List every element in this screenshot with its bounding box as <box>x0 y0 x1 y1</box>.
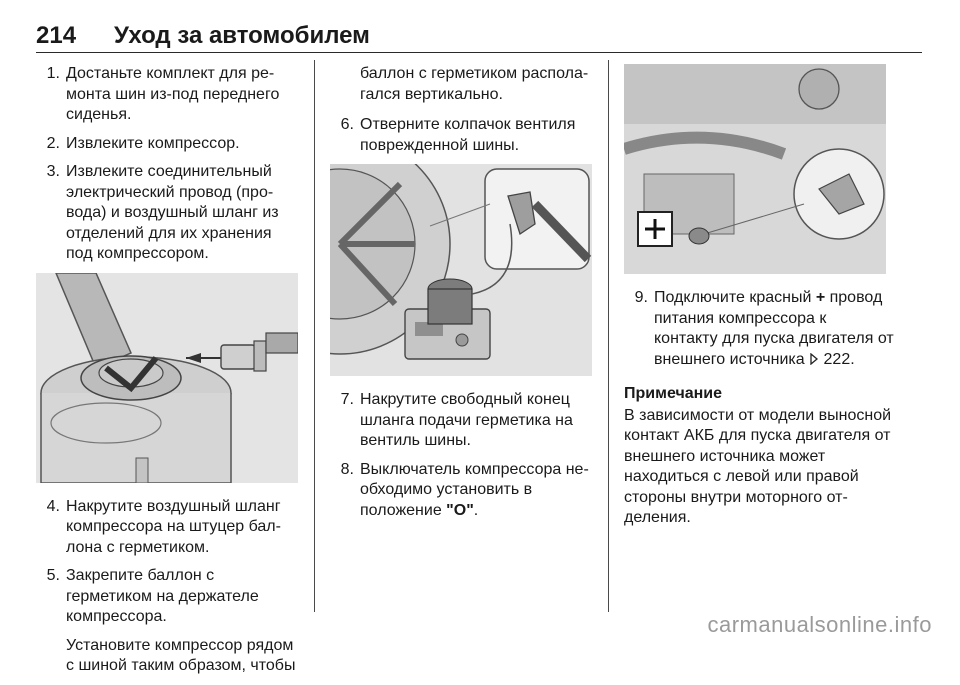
plus-symbol: + <box>815 289 826 306</box>
step-3: 3. Извлеките соединительный электрический провод (провода) и воздушный шланг из отделений для их хранения под компрессором. <box>46 163 279 262</box>
step-6: 6. Отверните колпачок вентиля поврежденной шины. <box>340 116 576 154</box>
step-8: 8. Выключатель компрессора необходимо установить в положение "O". <box>340 460 589 519</box>
watermark: carmanualsonline.info <box>707 612 932 637</box>
step-2: 2. Извлеките компрессор. <box>46 134 240 152</box>
note-body: В зависимости от модели выносной контакт АКБ для пуска двигателя от внешнего источника может находиться с левой или правой стороны внутри моторного отделения. <box>624 406 892 526</box>
illustration-engine-bay-jump-terminal <box>624 64 886 274</box>
page-title: Уход за автомобилем <box>114 22 370 49</box>
step-9: 9. Подключите красный + провод питания компрессора к контакту для пуска двигателя от внешнего источника 222. <box>634 289 894 368</box>
illustration-hose-to-sealant-bottle <box>36 273 298 483</box>
column-2 <box>330 64 592 529</box>
page-number: 214 <box>36 22 77 49</box>
page-header <box>36 22 922 53</box>
column-1 <box>36 64 298 685</box>
column-divider <box>314 60 315 612</box>
illustration-valve-and-compressor <box>330 164 592 376</box>
column-divider <box>608 60 609 612</box>
switch-position-value: "O" <box>446 501 474 519</box>
step-4: 4. Накрутите воздушный шланг компрессора на штуцер баллона с герметиком. <box>46 497 281 556</box>
step-5-continuation: Установите компрессор рядом с шиной таким образом, чтобы <box>66 636 296 674</box>
column-3 <box>624 64 894 529</box>
step-5-continuation-2: баллон с герметиком располагался вертикально. <box>360 65 589 103</box>
step-5: 5. Закрепите баллон с герметиком на держателе компрессора. <box>46 567 259 625</box>
note-title: Примечание <box>624 385 723 402</box>
page-ref-arrow-icon <box>809 353 819 365</box>
step-1: 1. Достаньте комплект для ремонта шин из-под переднего сиденья. <box>46 65 280 123</box>
step-7: 7. Накрутите свободный конец шланга подачи герметика на вентиль шины. <box>340 391 573 449</box>
